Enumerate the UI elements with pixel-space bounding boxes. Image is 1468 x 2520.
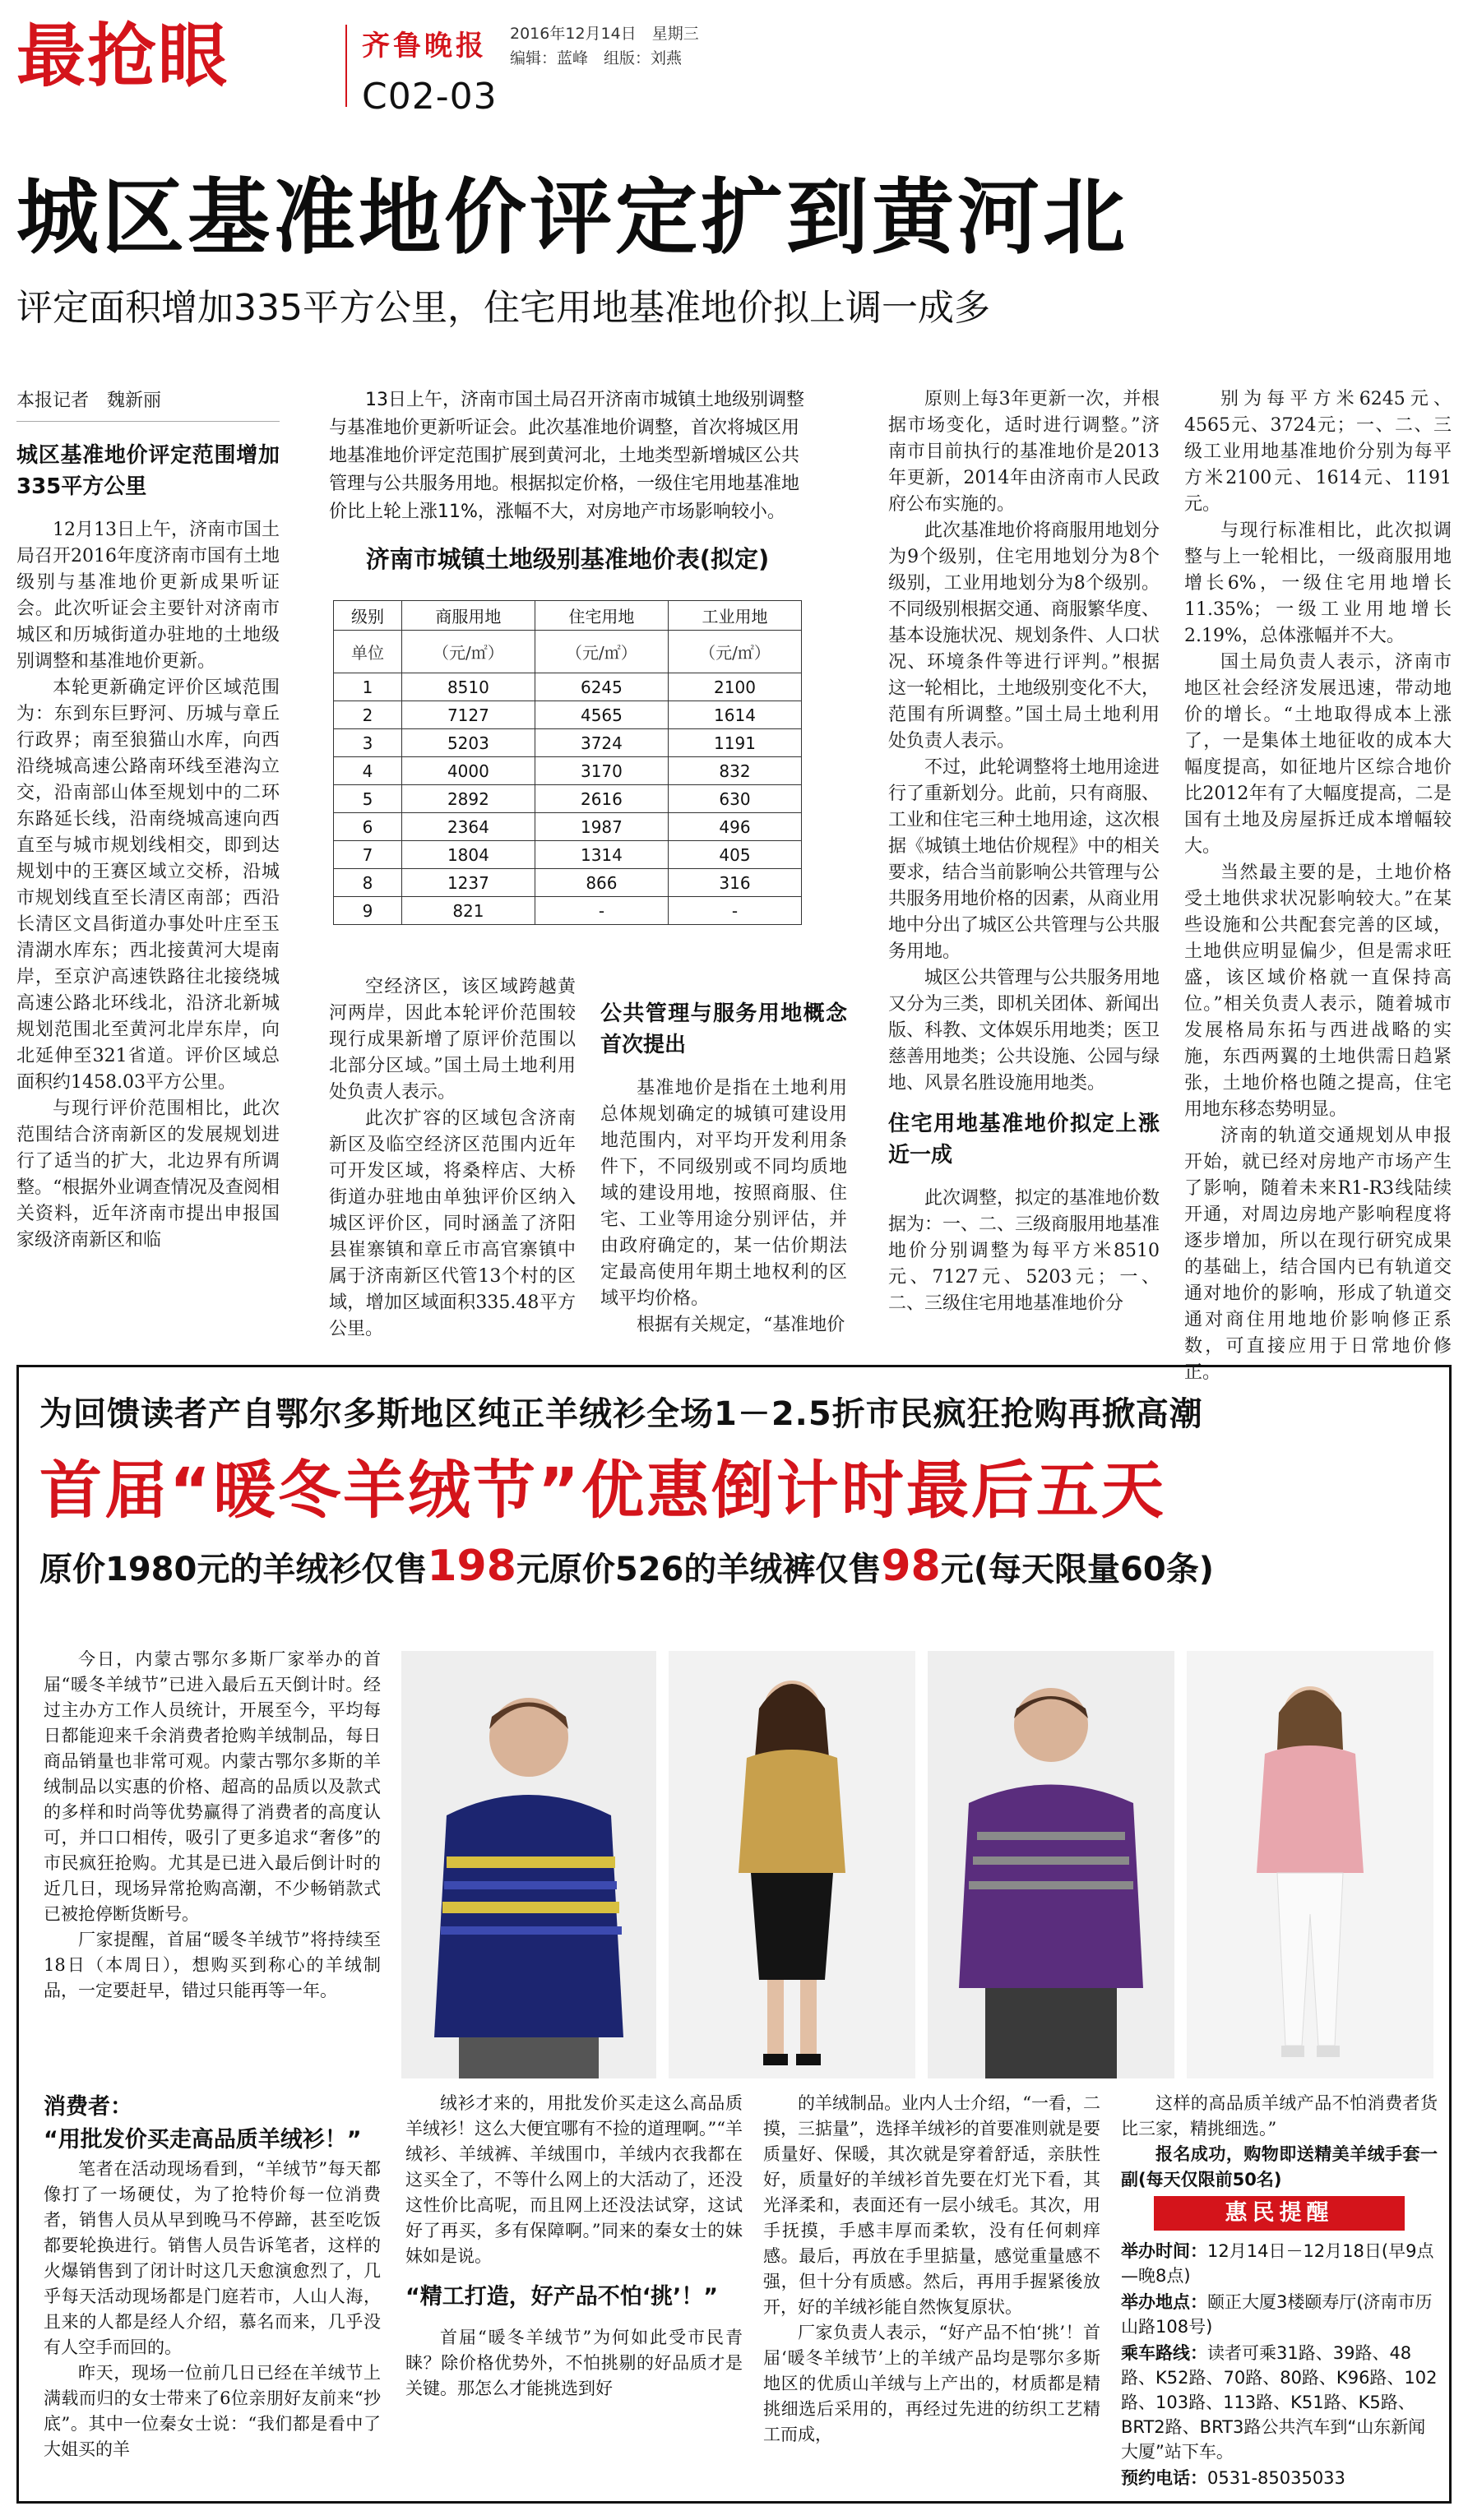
subheadline: 评定面积增加335平方公里，住宅用地基准地价拟上调一成多 [16,287,990,329]
table-cell: 2892 [401,785,535,813]
newspaper-logo: 齐鲁晚报 [362,30,487,62]
table-cell: 6 [334,813,402,841]
info-key: 乘车路线： [1121,2343,1207,2363]
table-header-cell: 工业用地 [668,601,801,631]
model-photos [401,1651,1433,2078]
price-text: 原价1980元的羊绒衫仅售 [39,1551,428,1588]
info-row [1121,2239,1438,2288]
paragraph: 基准地价是指在土地利用总体规划确定的城镇可建设用地范围内，对平均开发利用条件下，不同级别或不同均质地域的建设用地，按照商服、住宅、工业等用途分别评估，并由政府确定的，某一估价期法定最高使用年期土地权利的区域平均价格。 [600,1078,847,1309]
table-cell: 7127 [401,701,535,729]
table-cell: （元/㎡） [401,631,535,673]
table-cell: 2616 [535,785,668,813]
info-row [1121,2466,1438,2490]
info-row [1121,2290,1438,2339]
ad-price-line [39,1542,1214,1594]
table-row [334,841,802,869]
table-header-cell: 商服用地 [401,601,535,631]
table-cell: 5 [334,785,402,813]
info-key: 预约电话： [1121,2468,1207,2488]
land-price-table [333,600,802,925]
table-cell: 单位 [334,631,402,673]
info-value: 颐正大厦3楼颐寿厅(济南市历山路108号) [1121,2292,1433,2337]
info-box [1121,2189,1438,2488]
table-header-row [334,601,802,631]
info-key: 举办地点： [1121,2292,1207,2312]
price-text: 元(每天限量60条) [940,1551,1214,1588]
paragraph: 今日，内蒙古鄂尔多斯厂家举办的首届“暖冬羊绒节”已进入最后五天倒计时。经过主办方工作人员统计，开展至今，平均每日都能迎来千余消费者抢购羊绒制品，每日商品销量也非常可观。内蒙古鄂尔多斯的羊绒制品以实惠的价格、超高的品质以及款式的多样和时尚等优势赢得了消费者的高度认可，并口口相传，吸引了更多追求“奢侈”的市民疯狂抢购。尤其是已进入最后倒计时的近几日，现场异常抢购高潮，不少畅销款式已被抢停断货断号。 [44,1649,381,1924]
info-value: 读者可乘31路、39路、48路、K52路、70路、80路、K96路、102路、103路、113路、K51路、K5路、BRT2路、BRT3路公共汽车到“山东新闻大厦”站下车。 [1121,2343,1438,2462]
table-unit-row [334,631,802,673]
table-cell: 1614 [668,701,801,729]
photo-woman-pink-sweater [1187,1651,1433,2078]
table-cell: 1 [334,673,402,701]
table-cell: 821 [401,897,535,925]
paragraph: 首届“暖冬羊绒节”为何如此受市民青睐？除价格优势外，不怕挑剔的好品质才是关键。那怎么才能挑选到好 [405,2328,743,2398]
paragraph: 12月13日上午，济南市国土局召开2016年度济南市国有土地级别与基准地价更新成果听证会。此次听证会主要针对济南市城区和历城街道办驻地的土地级别调整和基准地价更新。 [16,520,280,672]
paragraph: 厂家提醒，首届“暖冬羊绒节”将持续至18日（本周日），想购买到称心的羊绒制品，一定要赶早，错过只能再等一年。 [44,1930,381,2000]
page-number: C02-03 [362,76,498,118]
ad-main-title: 首届“暖冬羊绒节”优惠倒计时最后五天 [39,1454,1166,1527]
table-cell: 1314 [535,841,668,869]
paragraph: 空经济区，该区域跨越黄河两岸，因此本轮评价范围较现行成果新增了原评价范围以北部分区域。”国土局土地利用处负责人表示。 [329,977,576,1103]
phone-number: 0531-85035033 [1207,2468,1345,2488]
table-cell: 3 [334,729,402,757]
info-row [1121,2341,1438,2464]
section-title: 最抢眼 [16,16,229,96]
photo-woman-mustard-sweater [669,1651,915,2078]
paragraph: 城区公共管理与公共服务用地又分为三类，即机关团体、新闻出版、科教、文体娱乐用地类；医卫慈善用地类；公共设施、公园与绿地、风景名胜设施用地类。 [888,968,1160,1094]
table-cell: 7 [334,841,402,869]
paragraph: 昨天，现场一位前几日已经在羊绒节上满载而归的女士带来了6位亲朋好友前来“抄底”。其中一位秦女士说：“我们都是看中了大姐买的羊 [44,2363,381,2459]
table-cell: 3170 [535,757,668,785]
consumer-quote: “用批发价买走高品质羊绒衫！” [44,2127,362,2152]
paragraph: 别为每平方米6245元、4565元、3724元；一、二、三级工业用地基准地价分别为每平方米2100元、1614元、1191元。 [1184,389,1452,515]
headline: 城区基准地价评定扩到黄河北 [16,169,1128,266]
ad-top-line: 为回馈读者产自鄂尔多斯地区纯正羊绒衫全场1－2.5折市民疯狂抢购再掀高潮 [39,1395,1203,1433]
issue-date: 2016年12月14日 星期三 [510,25,699,43]
table-cell: 8510 [401,673,535,701]
editors-credit: 编辑：蓝峰 组版：刘燕 [510,49,683,67]
section-heading-residential: 住宅用地基准地价拟定上涨近一成 [888,1112,1160,1168]
paragraph: 国土局负责人表示，济南市地区社会经济发展迅速，带动地价的增长。“土地取得成本上涨了，一是集体土地征收的成本大幅度提高，如征地片区综合地价比2012年有了大幅度提高，二是国有土地及房屋拆迁成本增幅较大。 [1184,652,1452,857]
table-cell: 8 [334,869,402,897]
table-cell: 630 [668,785,801,813]
table-row [334,757,802,785]
photo-man-purple-sweater [928,1651,1174,2078]
table-cell: 9 [334,897,402,925]
article-column-3 [600,987,847,1340]
table-cell: 316 [668,869,801,897]
ad-intro-column [44,1647,381,2157]
table-cell: 4565 [535,701,668,729]
table-cell: 4 [334,757,402,785]
table-cell: 2100 [668,673,801,701]
consumer-heading: 消费者： [44,2094,132,2120]
price-value: 98 [881,1542,941,1591]
table-cell: （元/㎡） [668,631,801,673]
table-cell: 1987 [535,813,668,841]
article-column-2 [329,974,576,1340]
table-row [334,813,802,841]
info-key: 举办时间： [1121,2241,1207,2261]
paragraph: 笔者在活动现场看到，“羊绒节”每天都像打了一场硬仗，为了抢特价每一位消费者，销售人员从早到晚马不停蹄，甚至吃饭都要轮换进行。销售人员告诉笔者，这样的火爆销售到了闭计时这几天愈演愈烈了，几乎每天活动现场都是门庭若市，人山人海，且来的人都是经人介绍，慕名而来，几乎没有人空手而回的。 [44,2159,381,2357]
article-column-1 [16,386,280,1340]
table-header-cell: 住宅用地 [535,601,668,631]
table-cell: - [535,897,668,925]
paragraph: 此次扩容的区域包含济南新区及临空经济区范围内近年可开发区域，将桑梓店、大桥街道办驻地由单独评价区纳入城区评价区，同时涵盖了济阳县崔寨镇和章丘市高官寨镇中属于济南新区代管13个村的区域，增加区域面积335.48平方公里。 [329,1108,576,1339]
paragraph: 绒衫才来的，用批发价买走这么高品质羊绒衫！这么大便宜哪有不捡的道理啊。”“羊绒衫、羊绒裤、羊绒围巾，羊绒内衣我都在这买全了，不等什么网上的大活动了，还没这性价比高呢，而且网上还没法试穿，这试好了再买，多有保障啊。”同来的秦女士的妹妹如是说。 [405,2093,743,2266]
gift-notice: 报名成功，购物即送精美羊绒手套一副(每天仅限前50名) [1121,2144,1438,2189]
byline: 本报记者 魏新丽 [16,386,280,422]
ad-column-d [1121,2091,1438,2189]
table-header-cell: 级别 [334,601,402,631]
section-heading-public-land: 公共管理与服务用地概念首次提出 [600,1001,847,1057]
table-cell: 866 [535,869,668,897]
table-row [334,673,802,701]
table-cell: 1237 [401,869,535,897]
paragraph: 厂家负责人表示，“好产品不怕‘挑’！首届‘暖冬羊绒节’上的羊绒产品均是鄂尔多斯地区的优质山羊绒与上产出的，材质都是精挑细选后采用的，再经过先进的纺织工艺精工而成， [763,2323,1100,2444]
table-cell: - [668,897,801,925]
table-row [334,729,802,757]
table-cell: 496 [668,813,801,841]
article-column-4 [888,386,1160,1340]
table-cell: 832 [668,757,801,785]
ad-column-c [763,2091,1100,2494]
table-cell: 2364 [401,813,535,841]
table-cell: 1191 [668,729,801,757]
photo-man-navy-sweater [401,1651,656,2078]
masthead-meta [510,21,699,71]
paragraph: 原则上每3年更新一次，并根据市场变化，适时进行调整。”济南市目前执行的基准地价是2013年更新，2014年由济南市人民政府公布实施的。 [888,389,1160,515]
lead-box [329,386,806,522]
paragraph: 济南的轨道交通规划从申报开始，就已经对房地产市场产生了影响，随着未来R1-R3线陆续开通，对周边房地产影响程度将逐步增加，所以在现行研究成果的基础上，结合国内已有轨道交通对地价的影响，形成了轨道交通对商住用地地价影响修正系数，可直接应用于日常地价修正。 [1184,1126,1452,1383]
table-title: 济南市城镇土地级别基准地价表(拟定) [365,545,770,573]
lead-paragraph: 13日上午，济南市国土局召开济南市城镇土地级别调整与基准地价更新听证会。此次基准地价调整，首次将城区用地基准地价评定范围扩展到黄河北，土地类型新增城区公共管理与公共服务用地。根据拟定价格，一级住宅用地基准地价比上轮上涨11%，涨幅不大，对房地产市场影响较小。 [329,390,804,522]
table-cell: 405 [668,841,801,869]
table-cell: 2 [334,701,402,729]
paragraph: 的羊绒制品。业内人士介绍，“一看，二摸，三掂量”，选择羊绒衫的首要准则就是要质量好、保暖，其次就是穿着舒适，亲肤性好，质量好的羊绒衫首先要在灯光下看，其光泽柔和，表面还有一层小绒毛。其次，用手抚摸，手感丰厚而柔软，没有任何刺痒感。最后，再放在手里掂量，感觉重量感不强，但十分有质感。然后，再用手握紧後放开，好的羊绒衫能自然恢复原状。 [763,2093,1100,2317]
sweater-shape [434,1795,623,2037]
paragraph: 不过，此轮调整将土地用途进行了重新划分。此前，只有商服、工业和住宅三种土地用途，这次根据《城镇土地估价规程》中的相关要求，结合当前影响公共管理与公共服务用地价格的因素，从商业用地中分出了城区公共管理与公共服务用地。 [888,757,1160,962]
table-row [334,701,802,729]
info-title: 惠民提醒 [1154,2196,1405,2231]
table-row [334,869,802,897]
paragraph: 此次基准地价将商服用地划分为9个级别，住宅用地划分为8个级别，工业用地划分为8个级别。不同级别根据交通、商服繁华度、基本设施状况、规划条件、人口状况、环境条件等进行评判。”根据这一轮相比，土地级别变化不大，范围有所调整。”国土局土地利用处负责人表示。 [888,520,1160,751]
table-cell: 6245 [535,673,668,701]
table-row [334,785,802,813]
ad-column-b [405,2091,743,2494]
advertisement [16,1365,1452,2504]
quality-heading: “精工打造，好产品不怕‘挑’！” [405,2284,719,2310]
paragraph: 根据有关规定，“基准地价 [637,1315,845,1335]
masthead-divider [345,25,347,107]
paragraph: 此次调整，拟定的基准地价数据为：一、二、三级商服用地基准地价分别调整为每平方米8510元、7127元、5203元；一、二、三级住宅用地基准地价分 [888,1188,1160,1314]
masthead [16,7,1452,130]
paragraph: 本轮更新确定评价区域范围为：东到东巨野河、历城与章丘行政界；南至狼猫山水库，向西沿绕城高速公路南环线至港沟立交，沿南部山体至规划中的二环东路延长线，沿南绕城高速向西直至与城市规划线相交，即到达规划中的王赛区域立交桥，沿城市规划线直至长清区南部；西沿长清区文昌街道办事处叶庄至玉清湖水库东；西北接黄河大堤南岸，至京沪高速铁路往北接绕城高速公路北环线北，沿济北新城规划范围北至黄河北岸东岸，向北延伸至321省道。评价区域总面积约1458.03平方公里。 [16,677,280,1093]
section-heading-range: 城区基准地价评定范围增加335平方公里 [16,443,280,499]
ad-consumer-column [44,2091,381,2494]
paragraph: 当然最主要的是，土地价格受土地供求状况影响较大。”在某些设施和公共配套完善的区域，土地供应明显偏少，但是需求旺盛，该区域价格就一直保持高位。”相关负责人表示，随着城市发展格局东拓与西进战略的实施，东西两翼的土地供需日趋紧张，土地价格也随之提高，住宅用地东移态势明显。 [1184,862,1452,1120]
info-value: 12月14日－12月18日(早9点—晚8点) [1121,2241,1434,2286]
paragraph: 这样的高品质羊绒产品不怕消费者货比三家，精挑细选。” [1121,2093,1438,2139]
paragraph: 与现行评价范围相比，此次范围结合济南新区的发展规划进行了适当的扩大，北边界有所调整。“根据外业调查情况及查阅相关资料，近年济南市提出申报国家级济南新区和临 [16,1098,280,1251]
table-cell: 3724 [535,729,668,757]
article-column-5 [1184,386,1452,1383]
table-cell: 1804 [401,841,535,869]
price-value: 198 [427,1542,516,1591]
paragraph: 与现行标准相比，此次拟调整与上一轮相比，一级商服用地增长6%，一级住宅用地增长11.35%；一级工业用地增长2.19%，总体涨幅并不大。 [1184,520,1452,646]
table-row [334,897,802,925]
table-cell: 5203 [401,729,535,757]
table-cell: 4000 [401,757,535,785]
price-text: 元原价526的羊绒裤仅售 [516,1551,882,1588]
table-cell: （元/㎡） [535,631,668,673]
